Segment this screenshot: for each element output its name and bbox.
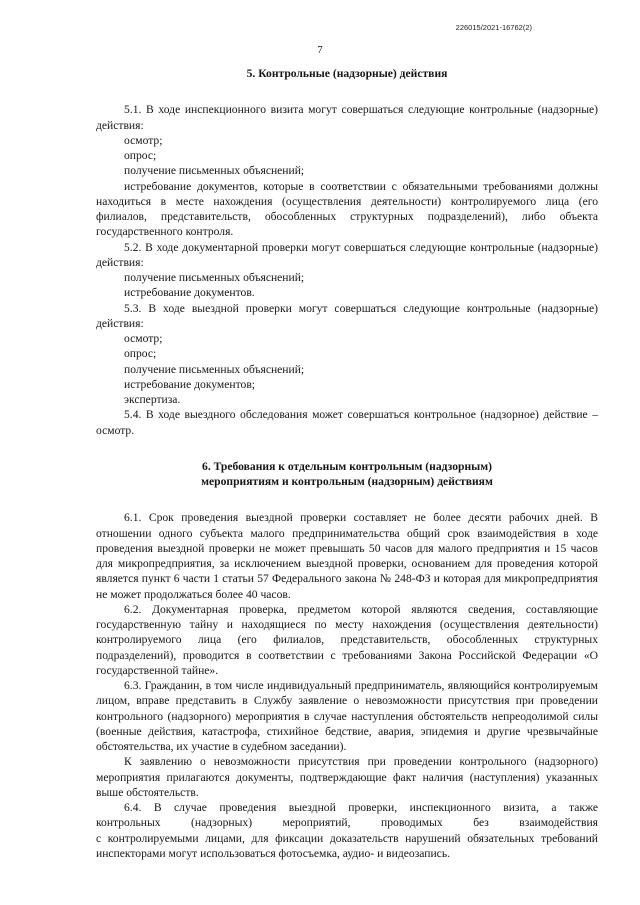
- list-item: истребование документов;: [124, 377, 256, 391]
- list-item: осмотр;: [124, 133, 163, 147]
- paragraph-5-1: 5.1. В ходе инспекционного визита могут совершаться следующие контрольные (надзорные) действия:: [96, 103, 598, 132]
- paragraph-6-3: 6.3. Гражданин, в том числе индивидуальный предприниматель, являющийся контролируемым лицом, вправе представить в Службу заявление о невозможности присутствия при проведении контрольного (надзорного) мероприятия в случае наступления обстоятельств непреодолимой силы (военные действия, катастрофа, стихийное бедствие, авария, эпидемия и другие чрезвычайные обстоятельства, их участие в судебном заседании).: [96, 679, 598, 753]
- paragraph-6-4-rest: с контролируемыми лицами, для фиксации доказательств нарушений обязательных требований инспекторами могут использоваться фотосъемка, аудио- и видеозапись.: [96, 831, 598, 860]
- paragraph-5-1-documents: истребование документов, которые в соответствии с обязательными требованиями должны находиться в месте нахождения (осуществления деятельности) контролируемого лица (его филиалов, представительств, обособленных структурных подразделений), либо объекта государственного контроля.: [96, 179, 598, 239]
- list-item: получение письменных объяснений;: [124, 271, 305, 284]
- paragraph-5-3: 5.3. В ходе выездной проверки могут совершаться следующие контрольные (надзорные) действия:: [96, 301, 598, 330]
- list-item: осмотр;: [124, 332, 163, 345]
- paragraph-6-4-line-1: 6.4. В случае проведения выездной проверки, инспекционного визита, а также: [124, 801, 598, 814]
- list-item: получение письменных объяснений;: [124, 164, 305, 178]
- list-item: истребование документов.: [124, 286, 255, 300]
- paragraph-6-2: 6.2. Документарная проверка, предметом которой являются сведения, составляющие государственную тайну и находящиеся по месту нахождения (осуществления деятельности) контролируемого лица (его филиалов, представительств, обособленных структурных подразделений), проводится в соответствии с требованиями Закона Российской Федерации «О государственной тайне».: [96, 602, 598, 677]
- document-body: [96, 66, 598, 861]
- paragraph-6-3-attachment: К заявлению о невозможности присутствия при проведении контрольного (надзорного) мероприятия прилагаются документы, подтверждающие факт наличия (наступления) указанных выше обстоятельств.: [96, 755, 598, 799]
- document-id: 226015/2021-16762(2): [455, 23, 532, 32]
- section-6-title-line-2: мероприятиям и контрольным (надзорным) действиям: [201, 475, 493, 488]
- section-6-heading: [96, 459, 598, 490]
- list-item: опрос;: [124, 347, 157, 361]
- section-6-title-line-1: 6. Требования к отдельным контрольным (надзорным): [202, 459, 492, 473]
- list-item: опрос;: [124, 149, 157, 162]
- list-item: получение письменных объяснений;: [124, 362, 305, 376]
- paragraph-5-2: 5.2. В ходе документарной проверки могут совершаться следующие контрольные (надзорные) действия:: [96, 240, 598, 269]
- paragraph-6-4-line-2: контрольных (надзорных) мероприятий, проводимых без взаимодействия: [96, 816, 598, 830]
- list-item: экспертиза.: [124, 393, 181, 406]
- paragraph-5-4: 5.4. В ходе выездного обследования может совершаться контрольное (надзорное) действие – осмотр.: [96, 408, 598, 437]
- page-number: 7: [317, 44, 323, 56]
- paragraph-6-1: 6.1. Срок проведения выездной проверки составляет не более десяти рабочих дней. В отношении одного субъекта малого предпринимательства общий срок взаимодействия в ходе проведения выездной проверки не может превышать 50 часов для малого предприятия и 15 часов для микропредприятия, за исключением выездной проверки, основанием для проведения которой является пункт 6 части 1 статьи 57 Федерального закона № 248-ФЗ и которая для микропредприятия не может продолжаться более 40 часов.: [96, 511, 598, 601]
- section-5-heading: 5. Контрольные (надзорные) действия: [246, 67, 448, 80]
